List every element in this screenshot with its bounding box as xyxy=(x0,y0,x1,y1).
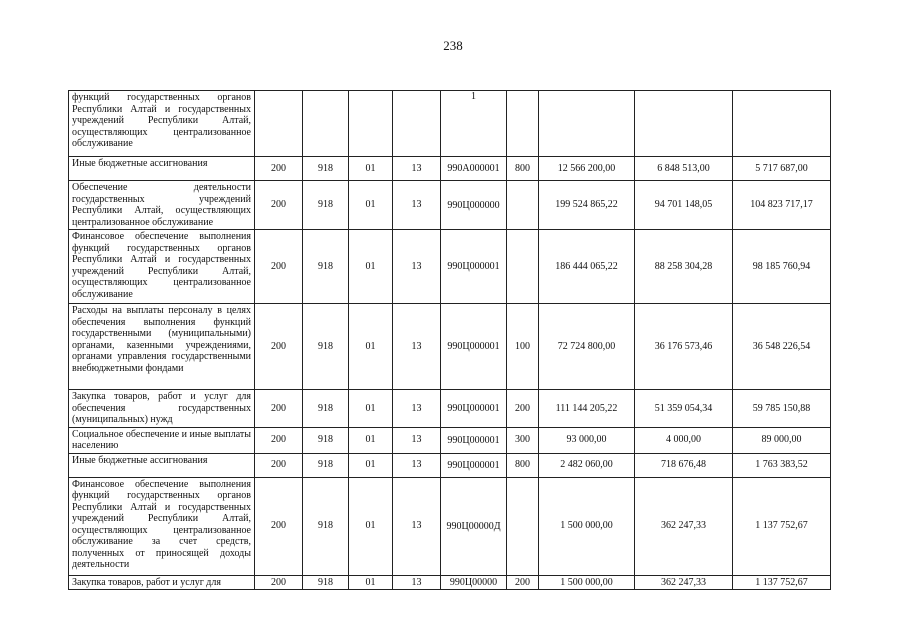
cell-podrazdel: 01 xyxy=(349,157,393,181)
table-row xyxy=(69,390,831,428)
cell-sum3: 36 548 226,54 xyxy=(733,304,831,390)
cell-podrazdel: 01 xyxy=(349,477,393,575)
cell-razdel xyxy=(303,91,349,157)
cell-sum1: 199 524 865,22 xyxy=(539,181,635,230)
cell-sum2: 362 247,33 xyxy=(635,575,733,590)
cell-glava: 200 xyxy=(255,453,303,477)
cell-razdel: 918 xyxy=(303,230,349,304)
cell-sum2: 51 359 054,34 xyxy=(635,390,733,428)
cell-podr: 13 xyxy=(393,477,441,575)
cell-podrazdel: 01 xyxy=(349,181,393,230)
cell-podrazdel: 01 xyxy=(349,427,393,453)
cell-csr: 990Ц000001 xyxy=(441,304,507,390)
table-row xyxy=(69,304,831,390)
cell-vr xyxy=(507,230,539,304)
table-row xyxy=(69,427,831,453)
cell-csr: 1 xyxy=(441,91,507,157)
cell-podrazdel xyxy=(349,91,393,157)
row-name: Закупка товаров, работ и услуг для xyxy=(69,575,255,590)
cell-podr: 13 xyxy=(393,575,441,590)
cell-podr xyxy=(393,91,441,157)
cell-sum2: 36 176 573,46 xyxy=(635,304,733,390)
cell-sum3: 1 137 752,67 xyxy=(733,477,831,575)
row-name: Закупка товаров, работ и услуг для обеспечения государственных (муниципальных) нужд xyxy=(69,390,255,428)
cell-vr: 800 xyxy=(507,453,539,477)
cell-vr: 200 xyxy=(507,390,539,428)
row-name: Расходы на выплаты персоналу в целях обеспечения выполнения функций государственными (муниципальными) органами, казенными учреждениями, органами управления государственными внебюджетными фондами xyxy=(69,304,255,390)
cell-razdel: 918 xyxy=(303,304,349,390)
cell-sum3: 1 763 383,52 xyxy=(733,453,831,477)
cell-podr: 13 xyxy=(393,453,441,477)
cell-podrazdel: 01 xyxy=(349,390,393,428)
cell-podr: 13 xyxy=(393,390,441,428)
cell-sum1: 93 000,00 xyxy=(539,427,635,453)
cell-glava: 200 xyxy=(255,181,303,230)
cell-sum3 xyxy=(733,91,831,157)
row-name: Социальное обеспечение и иные выплаты населению xyxy=(69,427,255,453)
row-name: Обеспечение деятельности государственных учреждений Республики Алтай, осуществляющих централизованное обслуживание xyxy=(69,181,255,230)
cell-podrazdel: 01 xyxy=(349,304,393,390)
cell-sum1 xyxy=(539,91,635,157)
cell-razdel: 918 xyxy=(303,427,349,453)
cell-podr: 13 xyxy=(393,181,441,230)
cell-razdel: 918 xyxy=(303,575,349,590)
cell-glava: 200 xyxy=(255,575,303,590)
cell-csr: 990Ц000001 xyxy=(441,390,507,428)
cell-csr: 990Ц000001 xyxy=(441,230,507,304)
cell-sum1: 186 444 065,22 xyxy=(539,230,635,304)
row-name: Финансовое обеспечение выполнения функций государственных органов Республики Алтай и государственных учреждений Республики Алтай, осуществляющих централизованное обслуживание за счет средств, полученных от приносящей доходы деятельности xyxy=(69,477,255,575)
cell-podrazdel: 01 xyxy=(349,453,393,477)
cell-podrazdel: 01 xyxy=(349,575,393,590)
cell-sum2 xyxy=(635,91,733,157)
cell-glava: 200 xyxy=(255,157,303,181)
table-row xyxy=(69,230,831,304)
cell-razdel: 918 xyxy=(303,181,349,230)
cell-razdel: 918 xyxy=(303,453,349,477)
cell-sum1: 72 724 800,00 xyxy=(539,304,635,390)
cell-vr xyxy=(507,477,539,575)
cell-csr: 990А000001 xyxy=(441,157,507,181)
row-name: Иные бюджетные ассигнования xyxy=(69,157,255,181)
cell-sum1: 111 144 205,22 xyxy=(539,390,635,428)
page-number: 238 xyxy=(443,38,463,53)
cell-sum3: 98 185 760,94 xyxy=(733,230,831,304)
cell-razdel: 918 xyxy=(303,390,349,428)
cell-sum1: 12 566 200,00 xyxy=(539,157,635,181)
cell-sum1: 2 482 060,00 xyxy=(539,453,635,477)
cell-sum2: 6 848 513,00 xyxy=(635,157,733,181)
table-body xyxy=(69,91,831,590)
cell-csr: 990Ц000001 xyxy=(441,427,507,453)
table-row xyxy=(69,575,831,590)
cell-podrazdel: 01 xyxy=(349,230,393,304)
cell-csr: 990Ц00000 xyxy=(441,575,507,590)
table-row xyxy=(69,453,831,477)
table-row xyxy=(69,157,831,181)
cell-sum3: 1 137 752,67 xyxy=(733,575,831,590)
cell-sum2: 718 676,48 xyxy=(635,453,733,477)
cell-vr: 100 xyxy=(507,304,539,390)
cell-sum1: 1 500 000,00 xyxy=(539,575,635,590)
cell-sum3: 104 823 717,17 xyxy=(733,181,831,230)
cell-vr xyxy=(507,181,539,230)
cell-sum3: 59 785 150,88 xyxy=(733,390,831,428)
cell-sum2: 4 000,00 xyxy=(635,427,733,453)
cell-glava: 200 xyxy=(255,230,303,304)
cell-vr: 200 xyxy=(507,575,539,590)
cell-glava xyxy=(255,91,303,157)
cell-podr: 13 xyxy=(393,427,441,453)
budget-table xyxy=(68,90,831,590)
cell-glava: 200 xyxy=(255,304,303,390)
table-row xyxy=(69,477,831,575)
cell-csr: 990Ц000001 xyxy=(441,453,507,477)
cell-podr: 13 xyxy=(393,304,441,390)
cell-csr: 990Ц00000Д xyxy=(441,477,507,575)
cell-sum2: 362 247,33 xyxy=(635,477,733,575)
row-name: Финансовое обеспечение выполнения функций государственных органов Республики Алтай и государственных учреждений Республики Алтай, осуществляющих централизованное обслуживание xyxy=(69,230,255,304)
cell-vr: 300 xyxy=(507,427,539,453)
table-row xyxy=(69,181,831,230)
cell-sum3: 89 000,00 xyxy=(733,427,831,453)
cell-sum2: 88 258 304,28 xyxy=(635,230,733,304)
cell-csr: 990Ц000000 xyxy=(441,181,507,230)
cell-glava: 200 xyxy=(255,390,303,428)
row-name: функций государственных органов Республики Алтай и государственных учреждений Республики Алтай, осуществляющих централизованное обслуживание xyxy=(69,91,255,157)
cell-glava: 200 xyxy=(255,427,303,453)
cell-glava: 200 xyxy=(255,477,303,575)
cell-sum1: 1 500 000,00 xyxy=(539,477,635,575)
table-row xyxy=(69,91,831,157)
cell-razdel: 918 xyxy=(303,477,349,575)
cell-podr: 13 xyxy=(393,230,441,304)
cell-vr: 800 xyxy=(507,157,539,181)
cell-sum3: 5 717 687,00 xyxy=(733,157,831,181)
cell-podr: 13 xyxy=(393,157,441,181)
cell-sum2: 94 701 148,05 xyxy=(635,181,733,230)
row-name: Иные бюджетные ассигнования xyxy=(69,453,255,477)
cell-razdel: 918 xyxy=(303,157,349,181)
cell-vr xyxy=(507,91,539,157)
